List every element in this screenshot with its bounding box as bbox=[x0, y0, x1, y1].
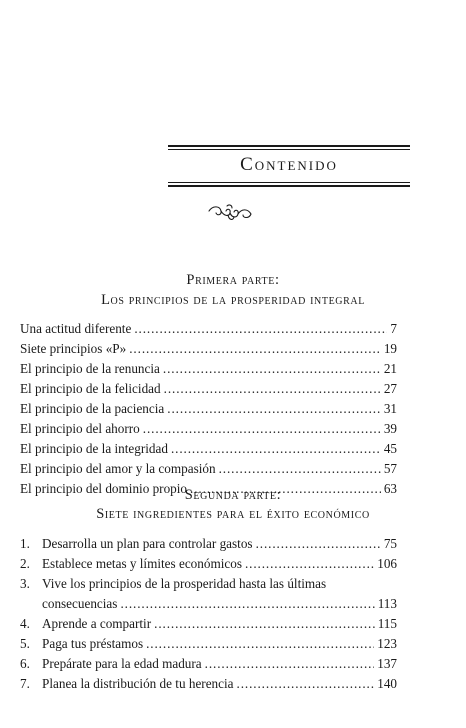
toc-entry[interactable] bbox=[20, 634, 397, 654]
entry-page: 115 bbox=[377, 616, 397, 631]
top-rule-thick bbox=[168, 145, 410, 147]
toc-entry[interactable] bbox=[20, 359, 397, 379]
toc-entry[interactable] bbox=[20, 439, 397, 459]
leader-dots bbox=[163, 359, 381, 379]
entry-page: 19 bbox=[383, 341, 397, 356]
leader-dots bbox=[205, 654, 375, 674]
toc-entry[interactable] bbox=[20, 419, 397, 439]
leader-dots bbox=[237, 674, 375, 694]
entry-title: Desarrolla un plan para controlar gastos bbox=[42, 536, 253, 551]
top-rule-thin bbox=[168, 149, 410, 150]
entry-page: 21 bbox=[383, 361, 397, 376]
entry-title-continuation: consecuencias bbox=[42, 596, 118, 611]
entry-title: Planea la distribución de tu herencia bbox=[42, 676, 234, 691]
entry-number: 4. bbox=[20, 616, 30, 631]
bottom-rule-thin bbox=[168, 182, 410, 183]
toc-entry[interactable] bbox=[20, 459, 397, 479]
entry-page: 106 bbox=[377, 556, 397, 571]
leader-dots bbox=[134, 319, 387, 339]
entry-page: 123 bbox=[377, 636, 397, 651]
entry-title: El principio del ahorro bbox=[20, 421, 140, 436]
entry-page: 57 bbox=[383, 461, 397, 476]
entry-page: 137 bbox=[377, 656, 397, 671]
toc-entry[interactable] bbox=[20, 534, 397, 554]
leader-dots bbox=[129, 339, 381, 359]
part1-heading: Primera parte: bbox=[186, 272, 280, 288]
entry-page: 39 bbox=[383, 421, 397, 436]
leader-dots bbox=[154, 614, 375, 634]
leader-dots bbox=[171, 439, 381, 459]
toc-entry[interactable] bbox=[20, 674, 397, 694]
entry-title: Paga tus préstamos bbox=[42, 636, 144, 651]
entry-number: 5. bbox=[20, 636, 30, 651]
toc-entry[interactable] bbox=[20, 614, 397, 634]
entry-title: Aprende a compartir bbox=[42, 616, 152, 631]
entry-title: El principio del dominio propio bbox=[20, 481, 188, 496]
entry-number: 6. bbox=[20, 656, 30, 671]
entry-page: 75 bbox=[383, 536, 397, 551]
toc-entry[interactable] bbox=[20, 399, 397, 419]
entry-title: El principio de la felicidad bbox=[20, 381, 161, 396]
entry-page: 27 bbox=[383, 381, 397, 396]
leader-dots bbox=[146, 634, 374, 654]
entry-title: Establece metas y límites económicos bbox=[42, 556, 242, 571]
entry-page: 31 bbox=[383, 401, 397, 416]
entry-title: El principio del amor y la compasión bbox=[20, 461, 216, 476]
entry-title: Una actitud diferente bbox=[20, 321, 132, 336]
entry-title: Siete principios «P» bbox=[20, 341, 127, 356]
entry-title: El principio de la integridad bbox=[20, 441, 168, 456]
entry-title: El principio de la paciencia bbox=[20, 401, 165, 416]
part1-subtitle: Los principios de la prosperidad integral bbox=[101, 292, 365, 308]
entry-page: 140 bbox=[377, 676, 397, 691]
entry-number: 7. bbox=[20, 676, 30, 691]
toc-entry[interactable] bbox=[20, 339, 397, 359]
entry-title: El principio de la renuncia bbox=[20, 361, 160, 376]
entry-page: 45 bbox=[383, 441, 397, 456]
toc-entry-wrapped[interactable] bbox=[20, 574, 326, 594]
entry-title: Prepárate para la edad madura bbox=[42, 656, 202, 671]
toc-entry[interactable] bbox=[20, 554, 397, 574]
entry-number: 3. bbox=[20, 576, 30, 591]
leader-dots bbox=[245, 554, 374, 574]
entry-title: Vive los principios de la prosperidad hasta las últimas bbox=[42, 576, 327, 591]
entry-page: 7 bbox=[390, 321, 397, 336]
toc-entry[interactable] bbox=[20, 379, 397, 399]
flourish-ornament-icon bbox=[207, 202, 253, 224]
leader-dots bbox=[143, 419, 381, 439]
toc-entry[interactable] bbox=[20, 319, 397, 339]
leader-dots bbox=[164, 379, 381, 399]
entry-number: 1. bbox=[20, 536, 30, 551]
leader-dots bbox=[167, 399, 381, 419]
part2-subtitle: Siete ingredientes para el éxito económico bbox=[96, 506, 370, 522]
leader-dots bbox=[120, 594, 374, 614]
part2-heading: Segunda parte: bbox=[184, 487, 282, 503]
entry-page: 63 bbox=[383, 481, 397, 496]
leader-dots bbox=[219, 459, 381, 479]
toc-entry-continuation[interactable] bbox=[20, 594, 397, 614]
entry-number: 2. bbox=[20, 556, 30, 571]
leader-dots bbox=[256, 534, 381, 554]
bottom-rule-thick bbox=[168, 185, 410, 187]
toc-entry[interactable] bbox=[20, 654, 397, 674]
page-title: Contenido bbox=[240, 154, 338, 175]
entry-page: 113 bbox=[377, 596, 397, 611]
